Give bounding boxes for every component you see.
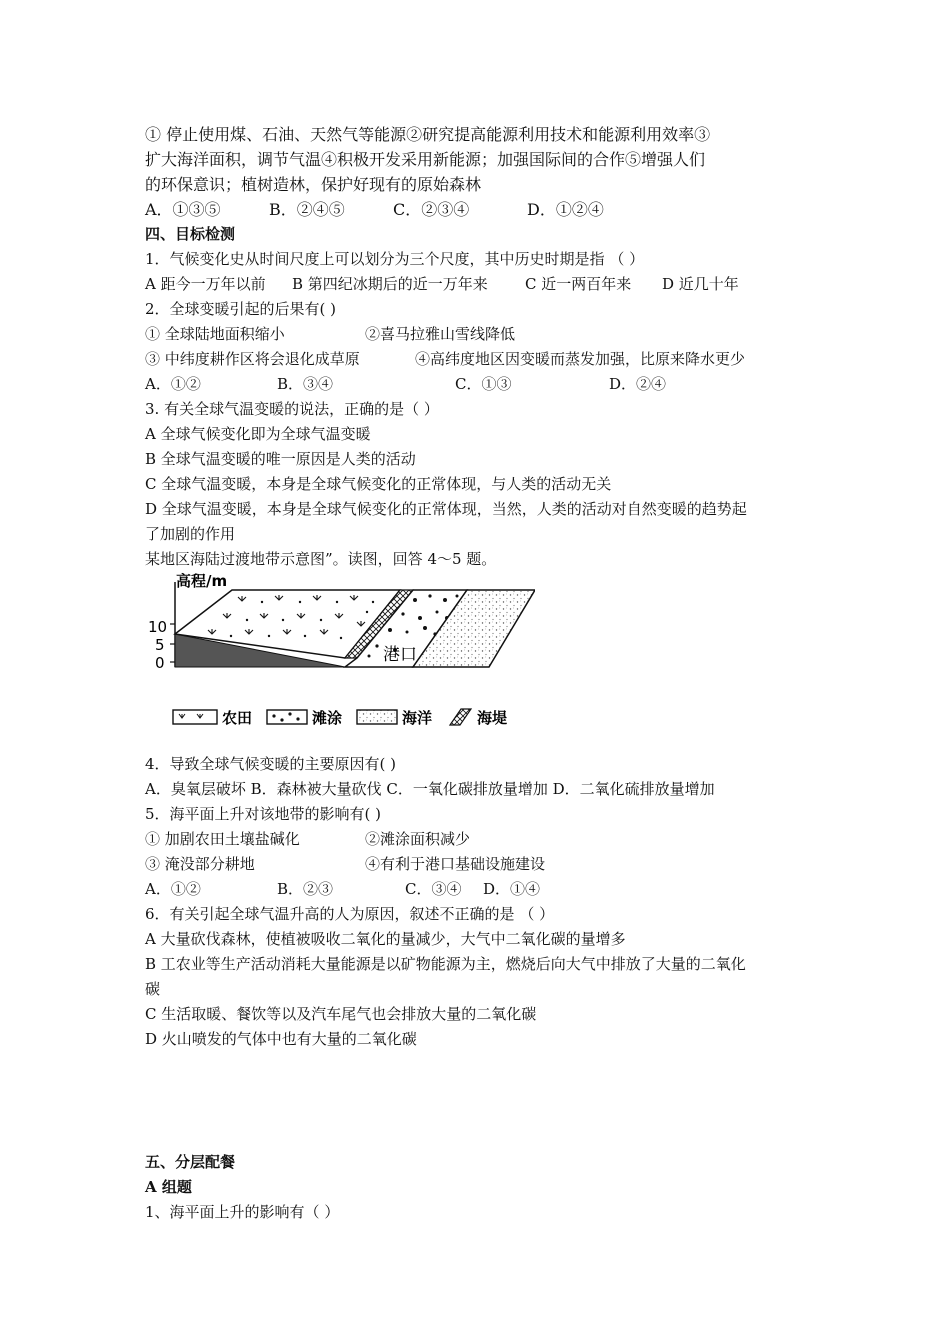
q5-options-row-1 <box>145 827 815 852</box>
q5-choice-d: D．①④ <box>483 880 541 898</box>
legend-sea-swatch <box>357 710 397 724</box>
section-5-heading: 五、分层配餐 <box>145 1153 236 1171</box>
q4-choices: A．臭氧层破坏 B．森林被大量砍伐 C．一氧化碳排放量增加 D．二氧化硫排放量增加 <box>145 780 715 798</box>
q1-choice-c: C 近一两百年来 <box>525 275 632 293</box>
q1-stem: 1．气候变化史从时间尺度上可以划分为三个尺度，其中历史时期是指 （ ） <box>145 250 645 268</box>
group-a-heading: A 组题 <box>145 1178 192 1196</box>
intro-choices <box>145 197 815 222</box>
legend-farmland-label: 农田 <box>222 709 253 727</box>
q3-choice-c: C 全球气温变暖，本身是全球气候变化的正常体现，与人类的活动无关 <box>145 475 612 493</box>
q2-choice-c: C．①③ <box>455 375 512 393</box>
intro-option-line-3: 的环保意识；植树造林，保护好现有的原始森林 <box>145 175 482 194</box>
q5-option-2: ②滩涂面积减少 <box>365 830 471 848</box>
tick-10: 10 <box>148 618 168 636</box>
choice-c: C．②③④ <box>393 200 470 219</box>
q1-choice-d: D 近几十年 <box>662 275 739 293</box>
legend-sea-label: 海洋 <box>402 709 433 727</box>
coastal-transition-figure <box>145 572 535 752</box>
legend-farmland-swatch <box>173 710 217 724</box>
q2-choices <box>145 372 815 397</box>
q2-option-3: ③ 中纬度耕作区将会退化成草原 <box>145 350 360 368</box>
tick-0: 0 <box>155 654 165 672</box>
q4-stem: 4．导致全球气候变暖的主要原因有( ) <box>145 755 397 773</box>
q3-stem: 3. 有关全球气温变暖的说法，正确的是（ ） <box>145 400 439 418</box>
figure-intro: 某地区海陆过渡地带示意图”。读图，回答 4～5 题。 <box>145 550 497 568</box>
q3-choice-b: B 全球气温变暖的唯一原因是人类的活动 <box>145 450 416 468</box>
q2-options-row-2 <box>145 347 815 372</box>
q1-choice-a: A 距今一万年以前 <box>145 275 266 293</box>
q5-choices <box>145 877 815 902</box>
q5-choice-b: B．②③ <box>277 880 334 898</box>
document-page <box>145 122 815 1225</box>
q2-option-2: ②喜马拉雅山雪线降低 <box>365 325 516 343</box>
legend-sea-dike-label: 海堤 <box>477 709 508 727</box>
intro-option-line-2: 扩大海洋面积，调节气温④积极开发采用新能源；加强国际间的合作⑤增强人们 <box>145 150 706 169</box>
q5-choice-a: A．①② <box>145 880 201 898</box>
legend-tidal-flat-label: 滩涂 <box>312 709 343 727</box>
q2-choice-b: B．③④ <box>277 375 334 393</box>
q5-stem: 5．海平面上升对该地带的影响有( ) <box>145 805 382 823</box>
q5-option-3: ③ 淹没部分耕地 <box>145 855 255 873</box>
section-5-q1-stem: 1、海平面上升的影响有（ ） <box>145 1203 340 1221</box>
q2-choice-a: A．①② <box>145 375 201 393</box>
q3-choice-a: A 全球气候变化即为全球气温变暖 <box>145 425 371 443</box>
q5-options-row-2 <box>145 852 815 877</box>
q6-stem: 6．有关引起全球气温升高的人为原因，叙述不正确的是 （ ） <box>145 905 555 923</box>
q3-choice-d-line-2: 了加剧的作用 <box>145 525 236 543</box>
q5-choice-c: C．③④ <box>405 880 462 898</box>
choice-d: D．①②④ <box>527 200 604 219</box>
section-4-heading: 四、目标检测 <box>145 225 236 243</box>
figure-legend <box>173 709 507 727</box>
q2-choice-d: D．②④ <box>609 375 667 393</box>
q6-choice-b-line-2: 碳 <box>145 980 161 998</box>
y-axis-label: 高程/m <box>176 572 228 590</box>
legend-sea-dike-swatch <box>450 709 471 725</box>
blank-space <box>145 1052 815 1130</box>
q2-options-row-1 <box>145 322 815 347</box>
q1-choice-b: B 第四纪冰期后的近一万年来 <box>292 275 488 293</box>
q6-choice-a: A 大量砍伐森林，使植被吸收二氧化的量减少，大气中二氧化碳的量增多 <box>145 930 626 948</box>
q6-choice-c: C 生活取暖、餐饮等以及汽车尾气也会排放大量的二氧化碳 <box>145 1005 537 1023</box>
port-label: 港口 <box>383 645 417 665</box>
q3-choice-d-line-1: D 全球气温变暖，本身是全球气候变化的正常体现，当然，人类的活动对自然变暖的趋势起 <box>145 500 747 518</box>
intro-option-line-1: ① 停止使用煤、石油、天然气等能源②研究提高能源利用技术和能源利用效率③ <box>145 125 711 144</box>
q6-choice-d: D 火山喷发的气体中也有大量的二氧化碳 <box>145 1030 417 1048</box>
q6-choice-b-line-1: B 工农业等生产活动消耗大量能源是以矿物能源为主，燃烧后向大气中排放了大量的二氧化 <box>145 955 746 973</box>
q2-option-4: ④高纬度地区因变暖而蒸发加强，比原来降水更少 <box>415 350 746 368</box>
q5-option-1: ① 加剧农田土壤盐碱化 <box>145 830 300 848</box>
q2-option-1: ① 全球陆地面积缩小 <box>145 325 285 343</box>
choice-b: B．②④⑤ <box>269 200 345 219</box>
q5-option-4: ④有利于港口基础设施建设 <box>365 855 546 873</box>
coastal-figure-svg <box>145 572 535 752</box>
q1-choices <box>145 272 815 297</box>
q2-stem: 2．全球变暖引起的后果有( ) <box>145 300 337 318</box>
tick-5: 5 <box>155 636 165 654</box>
choice-a: A．①③⑤ <box>145 200 221 219</box>
